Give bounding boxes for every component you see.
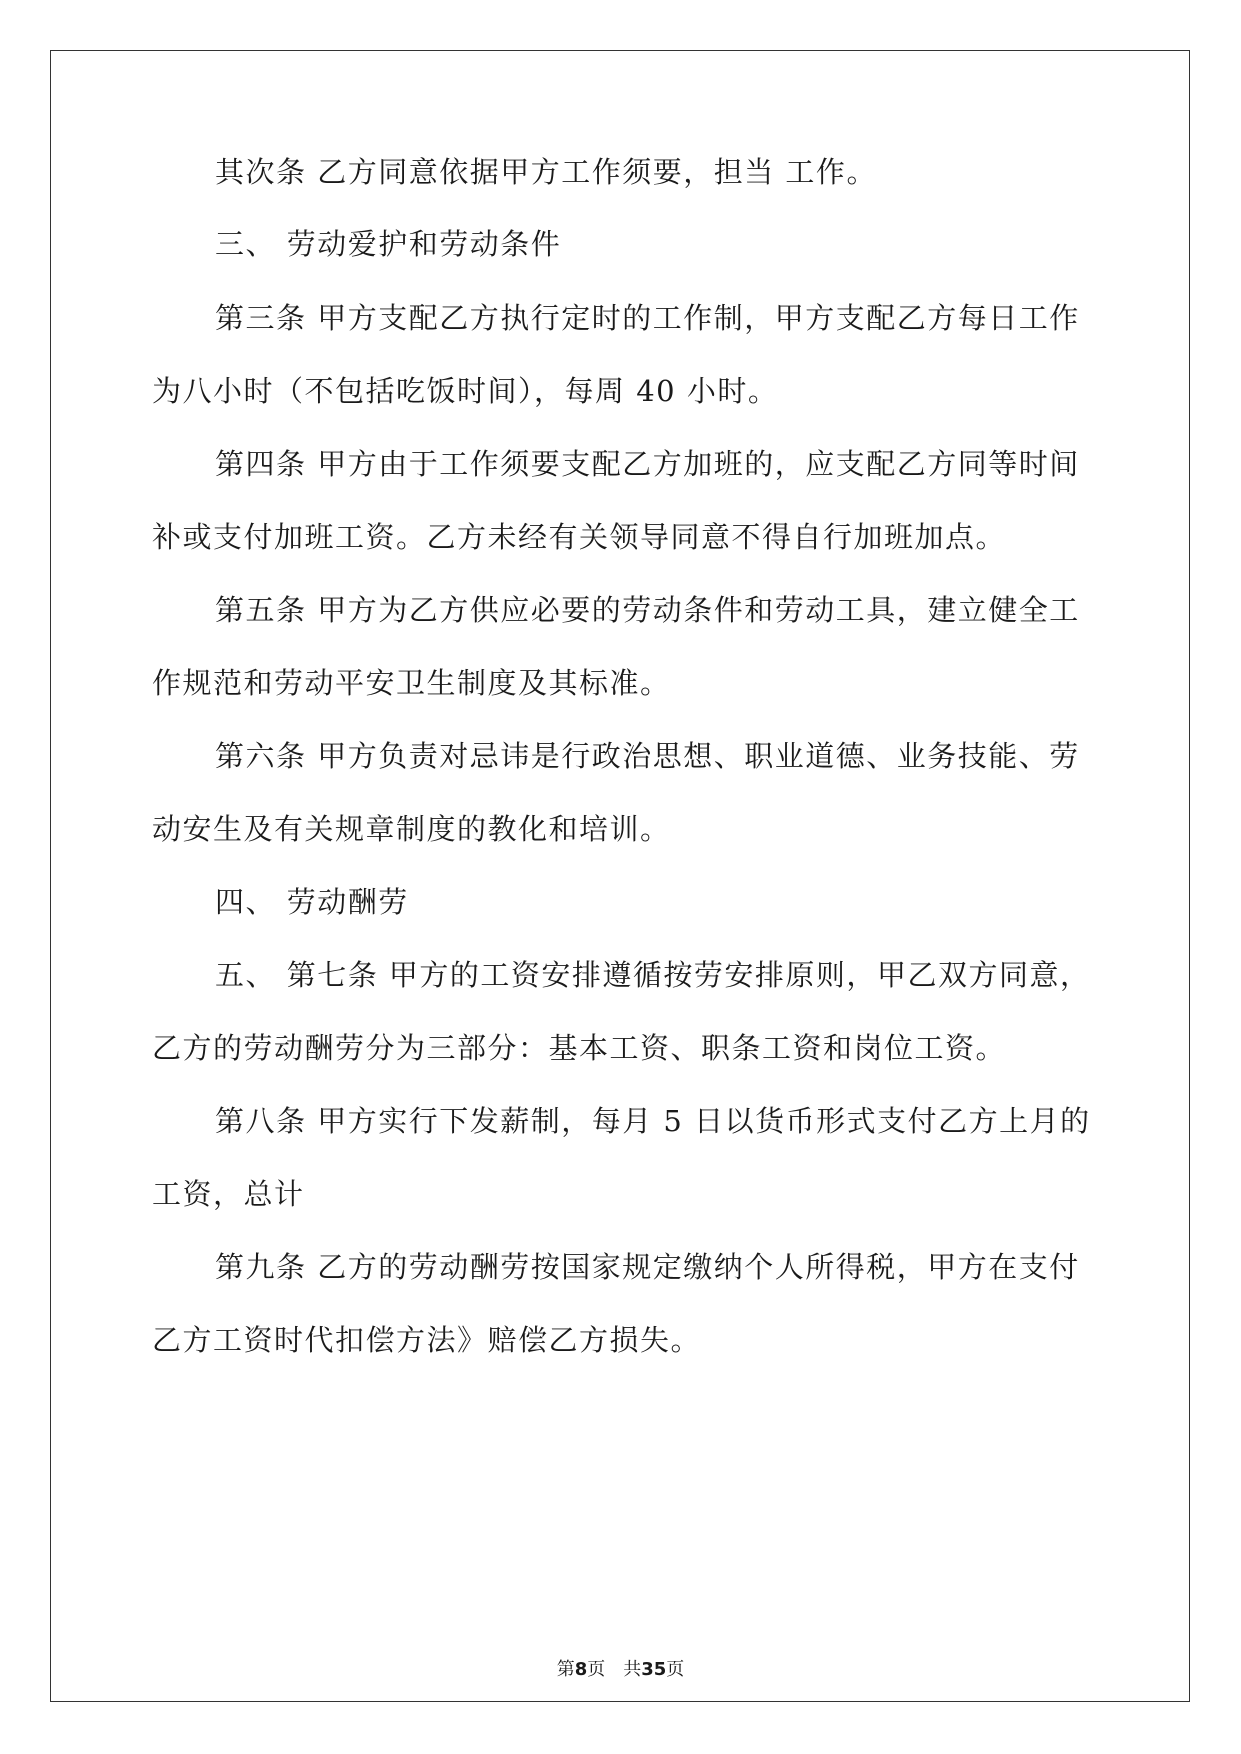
text-line: 乙方工资时代扣偿方法》赔偿乙方损失。 [152, 1323, 702, 1357]
text-line: 其次条 乙方同意依据甲方工作须要，担当 工作。 [215, 155, 877, 189]
text-line: 第三条 甲方支配乙方执行定时的工作制，甲方支配乙方每日工作 [215, 301, 1080, 335]
text-line: 第六条 甲方负责对忌讳是行政治思想、职业道德、业务技能、劳 [215, 739, 1080, 773]
total-page-count: 35 [641, 1659, 667, 1680]
footer-prefix: 第 [556, 1659, 575, 1680]
text-line: 第五条 甲方为乙方供应必要的劳动条件和劳动工具，建立健全工 [215, 593, 1080, 627]
text-line: 第九条 乙方的劳动酬劳按国家规定缴纳个人所得税，甲方在支付 [215, 1250, 1080, 1284]
section-heading: 三、 劳动爱护和劳动条件 [215, 227, 562, 261]
footer-suffix: 页 [666, 1659, 685, 1680]
text-line: 工资，总计 [152, 1177, 305, 1211]
section-heading: 四、 劳动酬劳 [215, 885, 409, 919]
text-line: 第八条 甲方实行下发薪制，每月 5 日以货币形式支付乙方上月的 [215, 1104, 1091, 1138]
text-line: 动安生及有关规章制度的教化和培训。 [152, 812, 671, 846]
text-line: 补或支付加班工资。乙方未经有关领导同意不得自行加班加点。 [152, 520, 1007, 554]
footer-mid: 页 共 [587, 1659, 642, 1680]
current-page-number: 8 [574, 1659, 588, 1680]
text-line: 为八小时（不包括吃饭时间），每周 40 小时。 [152, 374, 779, 408]
page-footer [0, 1658, 1241, 1682]
text-line: 乙方的劳动酬劳分为三部分：基本工资、职条工资和岗位工资。 [152, 1031, 1007, 1065]
text-line: 作规范和劳动平安卫生制度及其标准。 [152, 666, 671, 700]
text-line: 五、 第七条 甲方的工资安排遵循按劳安排原则，甲乙双方同意， [215, 958, 1091, 992]
text-line: 第四条 甲方由于工作须要支配乙方加班的，应支配乙方同等时间 [215, 447, 1080, 481]
